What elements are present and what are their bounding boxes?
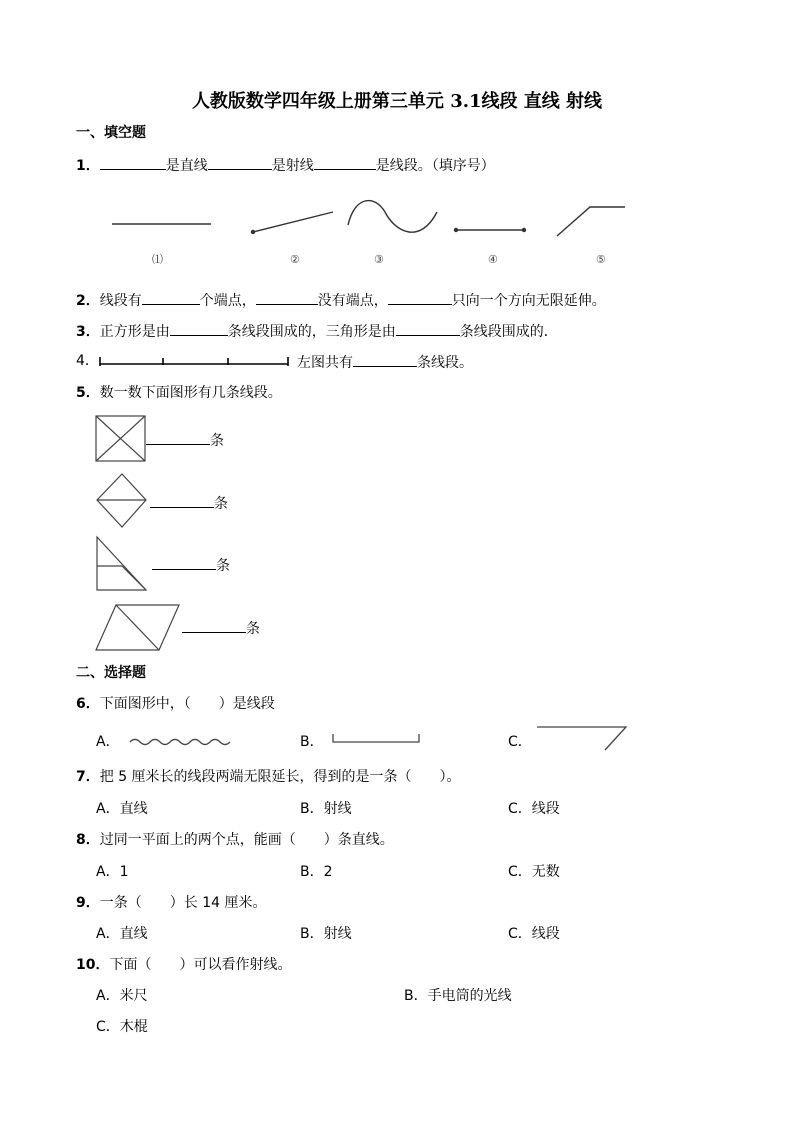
q7-option-b[interactable]: B．射线 xyxy=(300,801,352,817)
q6-option-b[interactable]: B． xyxy=(300,734,324,750)
question-text: 是射线 xyxy=(271,158,314,174)
question-text: 是直线 xyxy=(165,158,208,174)
question-number: 10． xyxy=(76,957,110,973)
question-4-number: 4． xyxy=(76,353,99,369)
question-number: 7． xyxy=(76,769,100,785)
figure-label: ⑤ xyxy=(596,253,606,266)
q10-option-a[interactable]: A．米尺 xyxy=(96,988,148,1004)
unit-label: 条 xyxy=(216,558,230,574)
page-title: 人教版数学四年级上册第三单元 3.1线段 直线 射线 xyxy=(191,91,603,112)
figure-label: ③ xyxy=(374,253,384,266)
question-text: 没有端点， xyxy=(317,293,388,309)
question-10 xyxy=(76,956,291,974)
unit-label: 条 xyxy=(246,621,260,637)
option-b-segment xyxy=(333,734,419,742)
q8-option-c[interactable]: C．无数 xyxy=(508,864,560,880)
q7-option-a[interactable]: A．直线 xyxy=(96,801,148,817)
question-text: 只向一个方向无限延伸。 xyxy=(451,293,606,309)
option-c-bent-line xyxy=(537,727,626,750)
q6-option-c[interactable]: C． xyxy=(508,734,532,750)
question-number: 1． xyxy=(76,158,100,174)
question-number: 8． xyxy=(76,832,100,848)
question-text: 数一数下面图形有几条线段。 xyxy=(99,385,282,401)
question-8 xyxy=(76,831,394,849)
question-text: 条线段。 xyxy=(417,355,473,371)
question-text: 一条（ ）长 14 厘米。 xyxy=(99,895,267,911)
question-number: 5． xyxy=(76,385,100,401)
question-number: 9． xyxy=(76,895,100,911)
question-text: 条线段围成的． xyxy=(459,324,558,340)
figure-label: ④ xyxy=(488,253,498,266)
question-text: 线段有 xyxy=(99,293,142,309)
q9-option-c[interactable]: C．线段 xyxy=(508,926,560,942)
option-a-wave xyxy=(130,740,230,745)
question-text: 正方形是由 xyxy=(99,324,170,340)
q9-option-a[interactable]: A．直线 xyxy=(96,926,148,942)
q8-option-a[interactable]: A．1 xyxy=(96,864,129,880)
question-text: 条线段围成的，三角形是由 xyxy=(227,324,396,340)
question-text: 左图共有 xyxy=(297,355,353,371)
question-9 xyxy=(76,894,266,912)
question-number: 6． xyxy=(76,696,100,712)
unit-label: 条 xyxy=(214,496,228,512)
question-text: 下面（ ）可以看作射线。 xyxy=(109,957,292,973)
q10-option-b[interactable]: B．手电筒的光线 xyxy=(404,988,512,1004)
question-text: 过同一平面上的两个点，能画（ ）条直线。 xyxy=(99,832,394,848)
question-text: 个端点， xyxy=(199,293,256,309)
section-heading-fill-in: 一、填空题 xyxy=(76,125,146,141)
q10-option-c[interactable]: C．木棍 xyxy=(96,1019,148,1035)
q8-option-b[interactable]: B．2 xyxy=(300,864,333,880)
question-7 xyxy=(76,768,461,786)
question-number: 3． xyxy=(76,324,100,340)
question-text: 下面图形中，（ ）是线段 xyxy=(99,696,275,712)
q6-option-a[interactable]: A． xyxy=(96,734,120,750)
figure-label: ② xyxy=(290,253,300,266)
q7-option-c[interactable]: C．线段 xyxy=(508,801,560,817)
question-text: 把 5 厘米长的线段两端无限延长，得到的是一条（ ）。 xyxy=(99,769,461,785)
unit-label: 条 xyxy=(210,433,224,449)
question-number: 2． xyxy=(76,293,100,309)
section-heading-choice: 二、选择题 xyxy=(76,665,146,681)
q9-option-b[interactable]: B．射线 xyxy=(300,926,352,942)
figure-label: ⑴ xyxy=(152,253,163,266)
question-text: 是线段。（填序号） xyxy=(375,158,495,174)
